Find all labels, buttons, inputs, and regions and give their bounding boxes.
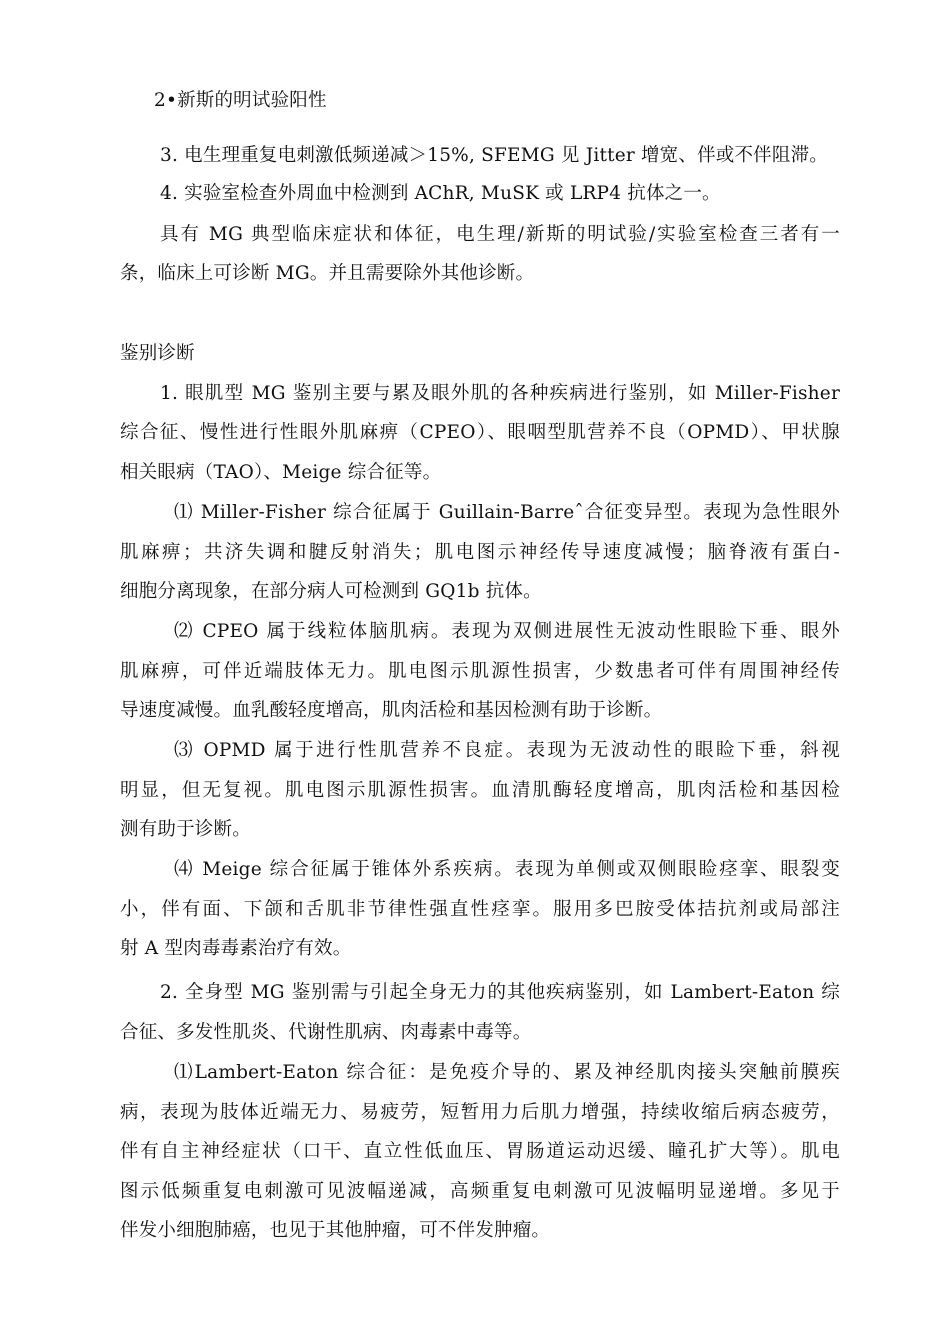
section-heading: 鉴别诊断 [120, 343, 195, 364]
subitem-2-line-3: 导速度减慢。血乳酸轻度增高，肌肉活检和基因检测有助于诊断。 [120, 700, 663, 721]
subitem-5-line-5: 伴发小细胞肺癌，也见于其他肿瘤，可不伴发肿瘤。 [120, 1220, 551, 1241]
item-2-line-2: 合征、多发性肌炎、代谢性肌病、肉毒素中毒等。 [120, 1022, 532, 1043]
subitem-5-line-3: 伴有自主神经症状（口干、直立性低血压、胃肠道运动迟缓、瞳孔扩大等）。肌电 [120, 1141, 840, 1162]
subitem-5-line-1: ⑴Lambert-Eaton 综合征：是免疫介导的、累及神经肌肉接头突触前膜疾 [174, 1062, 840, 1083]
diagnosis-paragraph-line-1: 具有 MG 典型临床症状和体征，电生理/新斯的明试验/实验室检查三者有一 [160, 224, 840, 245]
subitem-3-line-3: 测有助于诊断。 [120, 819, 251, 840]
subitem-1-line-3: 细胞分离现象，在部分病人可检测到 GQ1b 抗体。 [120, 581, 542, 602]
criterion-4-line: 4. 实验室检查外周血中检测到 AChR, MuSK 或 LRP4 抗体之一。 [160, 183, 721, 204]
item-1-line-1: 1. 眼肌型 MG 鉴别主要与累及眼外肌的各种疾病进行鉴别，如 Miller-Fisher [160, 383, 840, 404]
subitem-3-line-2: 明显，但无复视。肌电图示肌源性损害。血清肌酶轻度增高，肌肉活检和基因检 [120, 780, 840, 801]
criterion-2-line: 2•新斯的明试验阳性 [154, 90, 327, 111]
subitem-3-line-1: ⑶ OPMD 属于进行性肌营养不良症。表现为无波动性的眼睑下垂，斜视 [174, 740, 840, 761]
subitem-2-line-1: ⑵ CPEO 属于线粒体脑肌病。表现为双侧进展性无波动性眼睑下垂、眼外 [174, 621, 840, 642]
subitem-5-line-4: 图示低频重复电刺激可见波幅递减，高频重复电刺激可见波幅明显递增。多见于 [120, 1181, 840, 1202]
subitem-4-line-3: 射 A 型肉毒毒素治疗有效。 [120, 938, 352, 959]
subitem-1-line-1: ⑴ Miller-Fisher 综合征属于 Guillain-Barreˆ合征变异型。表现为急性眼外 [174, 502, 840, 523]
subitem-2-line-2: 肌麻痹，可伴近端肢体无力。肌电图示肌源性损害，少数患者可伴有周围神经传 [120, 661, 840, 682]
diagnosis-paragraph-line-2: 条，临床上可诊断 MG。并且需要除外其他诊断。 [120, 263, 535, 284]
criterion-3-line: 3. 电生理重复电刺激低频递减＞15%, SFEMG 见 Jitter 增宽、伴或不伴阻滞。 [160, 145, 828, 166]
subitem-4-line-1: ⑷ Meige 综合征属于锥体外系疾病。表现为单侧或双侧眼睑痉挛、眼裂变 [174, 859, 840, 880]
item-2-line-1: 2. 全身型 MG 鉴别需与引起全身无力的其他疾病鉴别，如 Lambert-Eaton 综 [160, 982, 840, 1003]
item-1-line-2: 综合征、慢性进行性眼外肌麻痹（CPEO）、眼咽型肌营养不良（OPMD）、甲状腺 [120, 422, 840, 443]
subitem-4-line-2: 小，伴有面、下颌和舌肌非节律性强直性痉挛。服用多巴胺受体拮抗剂或局部注 [120, 899, 840, 920]
subitem-5-line-2: 病，表现为肢体近端无力、易疲劳，短暂用力后肌力增强，持续收缩后病态疲劳， [120, 1102, 840, 1123]
subitem-1-line-2: 肌麻痹；共济失调和腱反射消失；肌电图示神经传导速度减慢；脑脊液有蛋白- [120, 542, 840, 563]
item-1-line-3: 相关眼病（TAO）、Meige 综合征等。 [120, 462, 442, 483]
